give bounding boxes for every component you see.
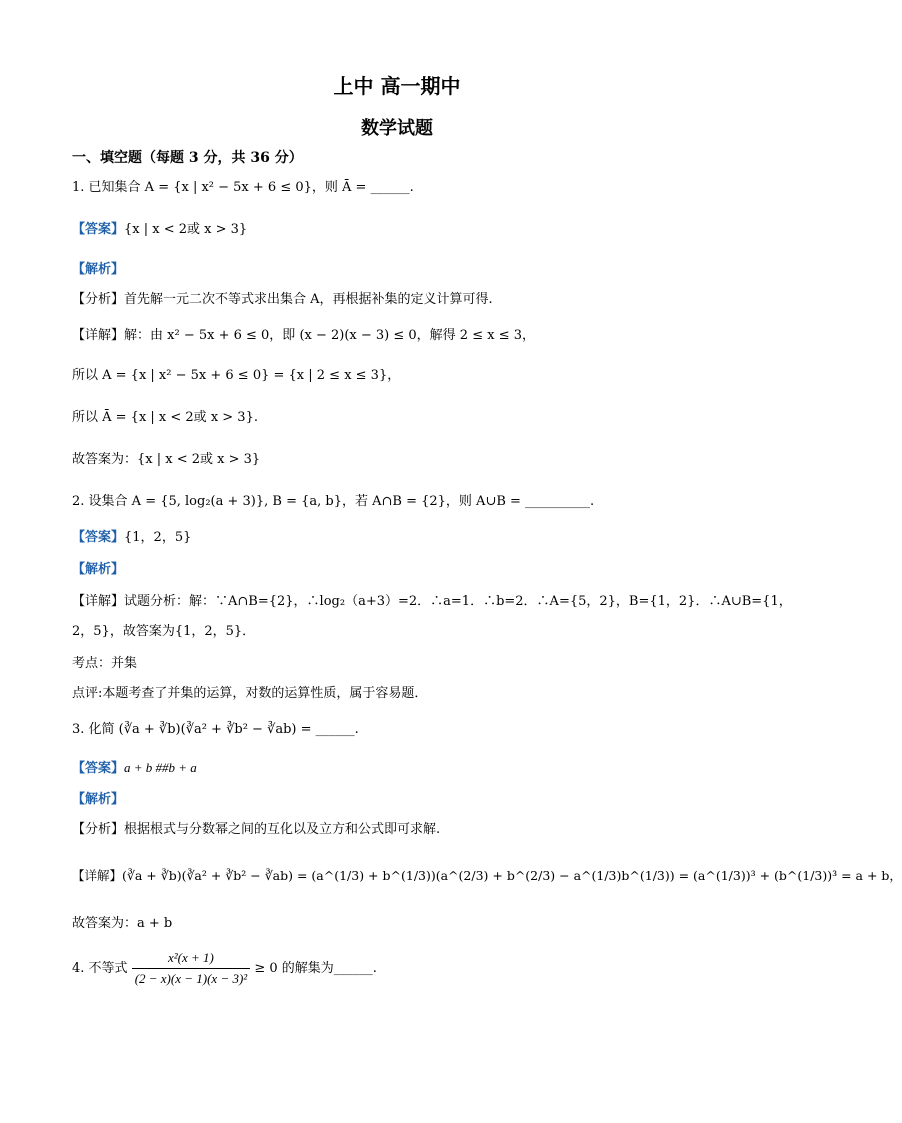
q2-analysis-tag <box>72 560 124 580</box>
q1-line2: 所以 A = {x | x² − 5x + 6 ≤ 0} = {x | 2 ≤ x ≤ 3}， <box>72 368 401 383</box>
q3-stem: 3. 化简 (∛a + ∛b)(∛a² + ∛b² − ∛ab) = ______. <box>72 722 359 737</box>
q2-answer-row <box>72 528 191 548</box>
q2-dianping: 点评:本题考查了并集的运算，对数的运算性质，属于容易题． <box>72 686 428 701</box>
analysis-tag: 【解析】 <box>72 792 125 807</box>
q3-fenxi: 根据根式与分数幂之间的互化以及立方和公式即可求解. <box>124 822 441 837</box>
q3-answer: a + b ##b + a <box>124 760 197 775</box>
q2-stem: 2. 设集合 A = {5, log₂(a + 3)}, B = {a, b}，若 A∩B = {2}，则 A∪B = __________. <box>72 494 595 509</box>
q1-analysis-tag <box>72 260 124 280</box>
analysis-tag: 【解析】 <box>72 562 125 577</box>
q1-answer-row <box>72 220 247 240</box>
q3-answer-row <box>72 758 197 779</box>
q1-line3: 所以 Ā = {x | x < 2或 x > 3}. <box>72 410 258 425</box>
page-title: 上中 高一期中 <box>333 74 461 98</box>
detail-tag: 【详解】 <box>72 868 123 883</box>
q4-denominator: (2 − x)(x − 1)(x − 3)² <box>134 971 248 986</box>
q1-fenxi: 首先解一元二次不等式求出集合 A，再根据补集的定义计算可得. <box>124 292 493 307</box>
q3-detail-row <box>72 866 902 886</box>
q4-fraction <box>132 948 251 989</box>
q1-fenxi-row <box>72 290 493 310</box>
q1-detail-row <box>72 326 535 346</box>
answer-tag: 【答案】 <box>72 222 125 237</box>
q3-conclusion: 故答案为：a + b <box>72 916 173 931</box>
section-heading: 一、填空题（每题 3 分，共 36 分） <box>72 150 303 166</box>
page-subtitle: 数学试题 <box>361 118 433 139</box>
q4-stem <box>72 948 377 989</box>
q2-kaodian: 考点：并集 <box>72 656 138 671</box>
q4-numerator: x²(x + 1) <box>132 948 251 969</box>
q1-stem: 1. 已知集合 A = {x | x² − 5x + 6 ≤ 0}，则 Ā = ______. <box>72 180 414 195</box>
q1-answer: {x | x < 2或 x > 3} <box>124 222 248 237</box>
answer-tag: 【答案】 <box>72 530 125 545</box>
q2-answer: {1，2，5} <box>124 530 192 545</box>
detail-tag: 【详解】 <box>72 328 125 343</box>
answer-tag: 【答案】 <box>72 761 125 776</box>
q3-analysis-tag <box>72 790 124 810</box>
q2-detail2: 2，5}，故答案为{1，2，5}． <box>72 624 256 639</box>
q3-fenxi-row <box>72 820 440 840</box>
q4-prefix: 4. 不等式 <box>72 961 128 976</box>
detail-tag: 【详解】 <box>72 594 125 609</box>
q4-suffix: ≥ 0 的解集为______. <box>254 961 377 976</box>
q2-detail-row <box>72 592 792 612</box>
q1-detail: 解：由 x² − 5x + 6 ≤ 0，即 (x − 2)(x − 3) ≤ 0，解得 2 ≤ x ≤ 3， <box>124 328 535 343</box>
q3-detail: (∛a + ∛b)(∛a² + ∛b² − ∛ab) = (a^(1/3) + b^(1/3))(a^(2/3) + b^(2/3) − a^(1/3)b^(1/3)) = (a^(1/3))³ + (b^(1/3))³ = a + b， <box>122 868 902 883</box>
analysis-tag: 【解析】 <box>72 262 125 277</box>
fenxi-tag: 【分析】 <box>72 822 125 837</box>
q1-conclusion: 故答案为：{x | x < 2或 x > 3} <box>72 452 261 467</box>
q2-detail1: 试题分析：解：∵A∩B={2}，∴log₂（a+3）=2．∴a=1．∴b=2．∴A={5，2}，B={1，2}．∴A∪B={1， <box>124 594 792 609</box>
fenxi-tag: 【分析】 <box>72 292 125 307</box>
